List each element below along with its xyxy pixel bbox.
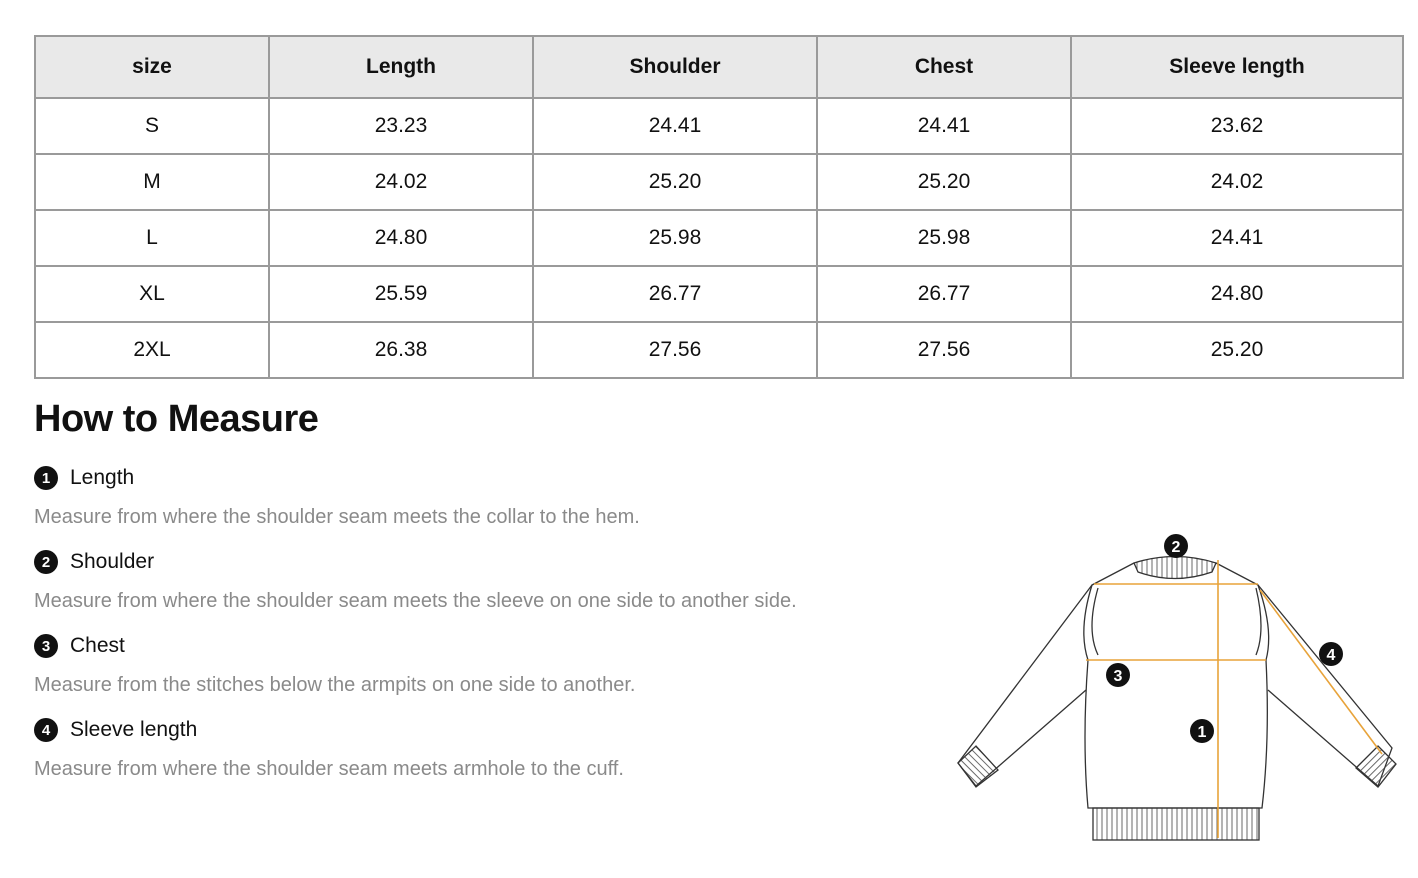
measure-item-description: Measure from where the shoulder seam meets armhole to the cuff. xyxy=(34,758,624,780)
measure-item-label: Sleeve length xyxy=(70,718,198,741)
marker-3 xyxy=(1106,663,1130,687)
measure-item-label: Length xyxy=(70,466,135,489)
cell-length: 24.02 xyxy=(269,154,533,210)
measure-item-description: Measure from where the shoulder seam meets the collar to the hem. xyxy=(34,506,640,528)
cell-chest: 24.41 xyxy=(817,98,1071,154)
cell-sleeve-length: 24.41 xyxy=(1071,210,1403,266)
cell-chest: 25.20 xyxy=(817,154,1071,210)
cell-size: M xyxy=(35,154,269,210)
table-row xyxy=(35,210,1403,266)
cell-sleeve-length: 24.80 xyxy=(1071,266,1403,322)
cell-length: 24.80 xyxy=(269,210,533,266)
number-badge: 3 xyxy=(34,634,58,658)
cell-chest: 26.77 xyxy=(817,266,1071,322)
cell-shoulder: 25.98 xyxy=(533,210,817,266)
measure-item-description: Measure from where the shoulder seam meets the sleeve on one side to another side. xyxy=(34,590,797,612)
cell-shoulder: 27.56 xyxy=(533,322,817,378)
header-size: size xyxy=(35,36,269,98)
measure-item-chest xyxy=(34,632,635,697)
number-badge: 4 xyxy=(34,718,58,742)
number-badge: 2 xyxy=(34,550,58,574)
marker-label: 2 xyxy=(1171,539,1181,556)
marker-2 xyxy=(1164,534,1188,558)
header-shoulder: Shoulder xyxy=(533,36,817,98)
table-row xyxy=(35,266,1403,322)
cell-length: 25.59 xyxy=(269,266,533,322)
cell-chest: 27.56 xyxy=(817,322,1071,378)
table-row xyxy=(35,98,1403,154)
measure-item-header xyxy=(34,716,624,744)
measure-item-label: Chest xyxy=(70,634,125,657)
cell-size: L xyxy=(35,210,269,266)
header-length: Length xyxy=(269,36,533,98)
cell-size: S xyxy=(35,98,269,154)
header-chest: Chest xyxy=(817,36,1071,98)
sweater-diagram xyxy=(950,528,1410,858)
measure-item-header xyxy=(34,464,640,492)
cell-size: XL xyxy=(35,266,269,322)
measure-item-header xyxy=(34,548,797,576)
sleeve-line xyxy=(1260,590,1382,754)
measure-item-sleeve-length xyxy=(34,716,624,781)
marker-label: 4 xyxy=(1326,647,1336,664)
cell-chest: 25.98 xyxy=(817,210,1071,266)
measure-item-shoulder xyxy=(34,548,797,613)
measurement-lines xyxy=(1086,560,1382,838)
sweater-outline xyxy=(958,557,1392,841)
left-cuff xyxy=(958,746,998,787)
cell-size: 2XL xyxy=(35,322,269,378)
cell-shoulder: 25.20 xyxy=(533,154,817,210)
cell-length: 23.23 xyxy=(269,98,533,154)
table-header-row xyxy=(35,36,1403,98)
cell-sleeve-length: 23.62 xyxy=(1071,98,1403,154)
cell-shoulder: 24.41 xyxy=(533,98,817,154)
cell-length: 26.38 xyxy=(269,322,533,378)
marker-4 xyxy=(1319,642,1343,666)
cell-shoulder: 26.77 xyxy=(533,266,817,322)
header-sleeve-length: Sleeve length xyxy=(1071,36,1403,98)
number-badge: 1 xyxy=(34,466,58,490)
cell-sleeve-length: 25.20 xyxy=(1071,322,1403,378)
marker-label: 3 xyxy=(1113,668,1123,685)
measure-item-description: Measure from the stitches below the armpits on one side to another. xyxy=(34,674,636,696)
marker-1 xyxy=(1190,719,1214,743)
marker-label: 1 xyxy=(1197,724,1207,741)
table-row xyxy=(35,154,1403,210)
measure-item-header xyxy=(34,632,635,660)
how-to-measure-title: How to Measure xyxy=(34,398,319,440)
measure-item-label: Shoulder xyxy=(70,550,155,573)
table-row xyxy=(35,322,1403,378)
size-chart-table xyxy=(34,35,1404,379)
cell-sleeve-length: 24.02 xyxy=(1071,154,1403,210)
measure-item-length xyxy=(34,464,640,529)
